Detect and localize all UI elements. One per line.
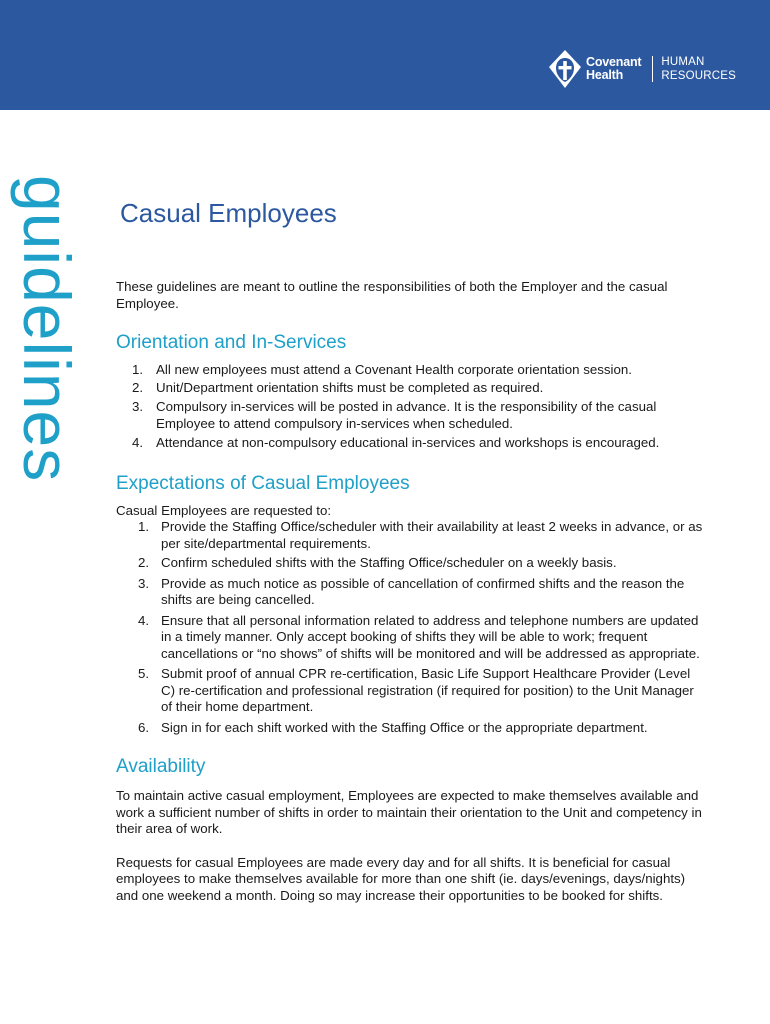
intro-paragraph: These guidelines are meant to outline the responsibilities of both the Employer and the casual Employee.	[116, 279, 668, 311]
list-item: 5. Submit proof of annual CPR re-certification, Basic Life Support Healthcare Provider (Level C) re-certification and professional registration (if required for position) to the Unit Manager of their home department.	[116, 666, 706, 716]
availability-paragraph: Requests for casual Employees are made every day and for all shifts. It is beneficial for casual employees to make themselves available for more than one shift (ie. days/evenings, days/nights) and one weekend a month. Doing so may increase their opportunities to be booked for shifts.	[116, 854, 686, 903]
page-title: Casual Employees	[120, 198, 337, 228]
list-item: 1. All new employees must attend a Covenant Health corporate orientation session.	[116, 362, 706, 379]
list-item: 3. Provide as much notice as possible of cancellation of confirmed shifts and the reason the shifts are being cancelled.	[116, 576, 706, 609]
list-item: 4. Ensure that all personal information related to address and telephone numbers are updated in a timely manner. Only accept booking of shifts they will be able to work; frequent cancellations or “no shows” of shifts will be monitored and will be addressed as appropriate.	[116, 613, 706, 663]
cross-shield-icon	[548, 49, 582, 89]
covenant-health-logo	[548, 48, 736, 90]
section-heading-expectations: Expectations of Casual Employees	[116, 472, 410, 494]
section-heading-orientation: Orientation and In-Services	[116, 332, 347, 353]
logo-divider	[652, 56, 653, 82]
logo-dept-line2: RESOURCES	[661, 70, 737, 82]
list-item: 2. Unit/Department orientation shifts must be completed as required.	[116, 380, 706, 397]
orientation-list	[116, 362, 706, 452]
section-heading-availability: Availability	[116, 756, 206, 777]
logo-dept-line1: HUMAN	[661, 56, 705, 68]
logo-name-line1: Covenant	[586, 55, 642, 69]
expectations-lead: Casual Employees are requested to:	[116, 502, 332, 518]
guidelines-side-label: guidelines	[10, 175, 84, 483]
expectations-list	[116, 519, 706, 736]
logo-department	[661, 55, 736, 83]
list-item: 2. Confirm scheduled shifts with the Staffing Office/scheduler on a weekly basis.	[116, 555, 706, 572]
list-item: 1. Provide the Staffing Office/scheduler with their availability at least 2 weeks in advance, or as per site/departmental requirements.	[116, 519, 706, 552]
availability-paragraph: To maintain active casual employment, Employees are expected to make themselves available and work a sufficient number of shifts in order to maintain their orientation to the Unit and competency in their area of work.	[116, 788, 702, 836]
logo-name	[586, 56, 641, 82]
header-banner	[0, 0, 770, 110]
list-item: 6. Sign in for each shift worked with the Staffing Office or the appropriate department.	[116, 720, 706, 737]
logo-name-line2: Health	[586, 68, 624, 82]
list-item: 4. Attendance at non-compulsory educational in-services and workshops is encouraged.	[116, 435, 706, 452]
document-body	[116, 279, 706, 904]
list-item: 3. Compulsory in-services will be posted in advance. It is the responsibility of the casual Employee to attend compulsory in-services when scheduled.	[116, 399, 706, 432]
